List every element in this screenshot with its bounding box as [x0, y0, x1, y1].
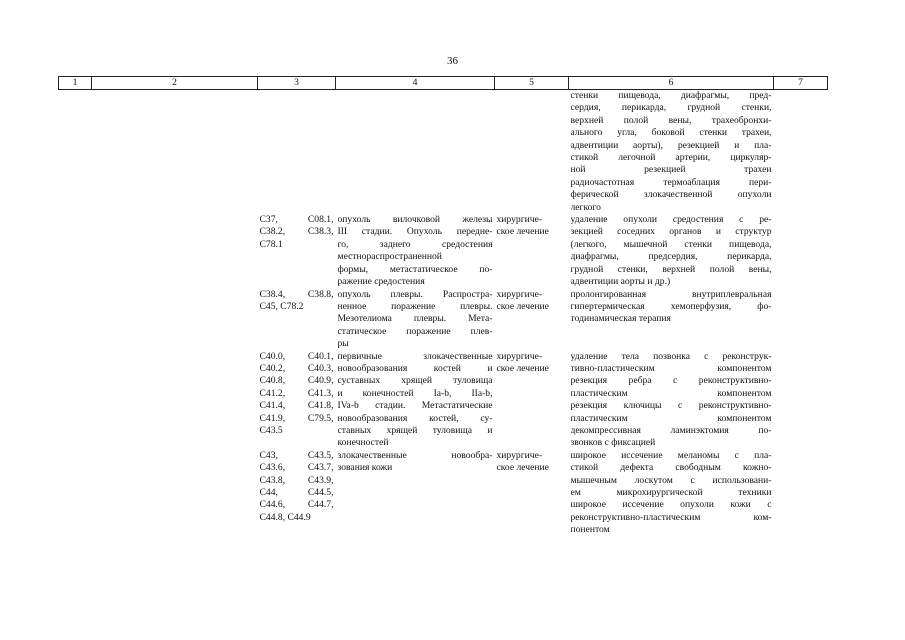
diagnosis-cell: [336, 351, 495, 450]
table-cell: [92, 351, 258, 450]
icd-code: C38.4,: [259, 288, 286, 300]
icd-code: C43.5: [259, 424, 283, 436]
treatment-line: ское лечение: [496, 362, 549, 374]
icd-code: C38.3,: [307, 226, 334, 238]
icd-code-line: [260, 214, 334, 226]
icd-code-line: [260, 450, 334, 462]
method-line: стикой дефекта свободным кожно-: [570, 462, 772, 474]
method-line: легкого: [570, 201, 601, 213]
diagnosis-line: ненное поражение плевры.: [337, 300, 493, 312]
diagnosis-line: и конечностей Ia-b, IIa-b,: [337, 387, 493, 399]
method-line: тодинамическая терапия: [570, 313, 671, 325]
method-line: звонков с фиксацией: [570, 437, 656, 449]
treatment-line: хирургиче-: [496, 350, 543, 362]
method-line: адвентиции аорты), резекцией и пла-: [570, 139, 772, 151]
column-header: 7: [774, 77, 828, 90]
treatment-line: хирургиче-: [496, 449, 543, 461]
method-line: тивно-пластическим компонентом: [570, 362, 772, 374]
table-cell: [774, 289, 828, 351]
diagnosis-cell: [336, 214, 495, 288]
icd-code: C45, C78.2: [259, 300, 304, 312]
icd-code: C08.1,: [307, 214, 334, 226]
table-row: [59, 450, 828, 537]
treatment-line: ское лечение: [496, 462, 549, 474]
icd-codes-cell: [258, 289, 336, 351]
treatment-cell: [495, 450, 569, 537]
method-line: ального угла, боковой стенки трахеи,: [570, 127, 772, 139]
treatment-cell: [495, 351, 569, 450]
icd-code: C40.9,: [307, 375, 334, 387]
icd-code: C38.8,: [307, 288, 334, 300]
icd-code-line: [260, 400, 334, 412]
table-row: [59, 351, 828, 450]
method-line: стикой легочной артерии, циркуляр-: [570, 152, 772, 164]
method-cell: [569, 450, 774, 537]
icd-codes-cell: [258, 214, 336, 288]
column-header: 3: [258, 77, 336, 90]
table-cell: [774, 450, 828, 537]
table-cell: [92, 90, 258, 215]
icd-code: C37,: [259, 214, 278, 226]
diagnosis-line: первичные злокачественные: [337, 350, 493, 362]
diagnosis-line: III стадии. Опухоль передне-: [337, 226, 493, 238]
method-line: удаление опухоли средостения с ре-: [570, 214, 772, 226]
table-cell: [92, 214, 258, 288]
icd-codes-cell: [258, 450, 336, 537]
table-cell: [258, 90, 336, 215]
diagnosis-line: суставных хрящей туловища: [337, 375, 493, 387]
method-line: ем микрохирургической техники: [570, 487, 772, 498]
table-cell: [59, 351, 92, 450]
icd-code: C44.6,: [259, 499, 286, 511]
icd-code: C43.7,: [307, 462, 334, 474]
icd-code: C78.1: [259, 238, 283, 250]
treatment-line: ское лечение: [496, 226, 549, 238]
method-line: (легкого, мышечной стенки пищевода,: [570, 238, 772, 250]
table-cell: [774, 214, 828, 288]
method-line: диафрагмы, предсердия, перикарда,: [570, 251, 772, 263]
treatment-cell: [495, 214, 569, 288]
table-cell: [59, 289, 92, 351]
icd-code-line: [260, 388, 334, 400]
column-header: 5: [495, 77, 569, 90]
treatment-line: хирургиче-: [496, 214, 543, 226]
page-number: 36: [447, 55, 458, 67]
icd-codes-cell: [258, 351, 336, 450]
method-line: пластическим компонентом: [570, 387, 772, 399]
icd-code: C40.2,: [259, 362, 286, 374]
icd-code-line: [260, 363, 334, 375]
method-line: верхней полой вены, трахеобронхи-: [570, 114, 772, 126]
icd-code-line: [260, 475, 334, 487]
icd-code: C43.5,: [307, 449, 334, 461]
icd-code: C40.0,: [259, 350, 286, 362]
icd-code: C44.7,: [307, 499, 334, 511]
icd-code-line: [260, 462, 334, 474]
table-row: [59, 289, 828, 351]
column-header: 1: [59, 77, 92, 90]
icd-code-line: [260, 375, 334, 387]
diagnosis-line: опухоль плевры. Распростра-: [337, 288, 493, 300]
table-cell: [336, 90, 495, 215]
table-cell: [59, 450, 92, 537]
table-cell: [59, 214, 92, 288]
table-cell: [92, 450, 258, 537]
column-header: 4: [336, 77, 495, 90]
method-line: мышечным лоскутом с использовани-: [570, 474, 772, 486]
method-line: широкое иссечение меланомы с пла-: [570, 449, 772, 461]
diagnosis-line: го, заднего средостения: [337, 238, 493, 250]
diagnosis-line: ры: [337, 338, 349, 350]
method-line: ферической злокачественной опухоли: [570, 189, 772, 201]
method-line: широкое иссечение опухоли кожи с: [570, 499, 772, 511]
diagnosis-line: формы, метастатическое по-: [337, 263, 493, 275]
icd-code: C41.3,: [307, 387, 334, 399]
diagnosis-line: Мезотелиома плевры. Мета-: [337, 313, 493, 325]
diagnosis-line: зования кожи: [337, 462, 393, 474]
method-line: реконструктивно-пластическим ком-: [570, 511, 772, 523]
column-header: 2: [92, 77, 258, 90]
icd-code: C43,: [259, 449, 278, 461]
icd-code-line: [260, 351, 334, 363]
method-line: грудной стенки, верхней полой вены,: [570, 263, 772, 275]
icd-code: C38.2,: [259, 226, 286, 238]
column-number-row: [59, 77, 828, 90]
icd-code-line: [260, 413, 334, 425]
diagnosis-line: опухоль вилочковой железы: [337, 214, 493, 226]
method-cell: [569, 289, 774, 351]
method-line: адвентиции аорты и др.): [570, 276, 671, 288]
icd-code: C40.3,: [307, 362, 334, 374]
diagnosis-line: местнораспространенной: [337, 251, 442, 263]
table-cell: [92, 289, 258, 351]
diagnosis-line: новообразования костей, су-: [337, 412, 493, 424]
method-line: резекция ребра с реконструктивно-: [570, 375, 772, 387]
treatment-cell: [495, 289, 569, 351]
icd-code-line: [260, 487, 334, 499]
icd-code: C44.8, C44.9: [259, 511, 311, 523]
method-line: ной резекцией трахеи: [570, 164, 772, 176]
treatment-line: хирургиче-: [496, 288, 543, 300]
column-header: 6: [569, 77, 774, 90]
method-line: зекцией соседних органов и структур: [570, 226, 772, 238]
diagnosis-line: новообразования костей и: [337, 362, 493, 374]
diagnosis-line: ставных хрящей туловища и: [337, 424, 493, 436]
method-line: пролонгированная внутриплевральная: [570, 288, 772, 300]
diagnosis-line: ражение средостения: [337, 276, 425, 288]
method-line: гипертермическая хемоперфузия, фо-: [570, 300, 772, 312]
diagnosis-line: конечностей: [337, 437, 389, 449]
table-cell: [569, 90, 774, 215]
icd-code-line: [260, 289, 334, 301]
icd-code: C41.9,: [259, 412, 286, 424]
diagnosis-cell: [336, 289, 495, 351]
icd-code-line: [260, 499, 334, 511]
diagnosis-cell: [336, 450, 495, 537]
method-line: сердия, перикарда, грудной стенки,: [570, 102, 772, 114]
icd-code: C43.6,: [259, 462, 286, 474]
table-row: [59, 214, 828, 288]
icd-code: C41.2,: [259, 387, 286, 399]
icd-code-line: [260, 239, 334, 251]
icd-code: C40.8,: [259, 375, 286, 387]
icd-code-line: [260, 512, 334, 524]
icd-code: C43.8,: [259, 474, 286, 486]
icd-code: C43.9,: [307, 474, 334, 486]
method-line: радиочастотная термоаблация пери-: [570, 176, 772, 188]
icd-code: C79.5,: [307, 412, 334, 424]
icd-code-line: [260, 226, 334, 238]
method-line: пластическим компонентом: [570, 412, 772, 424]
table-cell: [495, 90, 569, 215]
icd-code: C41.4,: [259, 400, 286, 412]
icd-code: C40.1,: [307, 350, 334, 362]
method-line: удаление тела позвонка с реконструк-: [570, 350, 772, 362]
treatment-line: ское лечение: [496, 300, 549, 312]
method-line: декомпрессивная ламинэктомия по-: [570, 424, 772, 436]
diagnosis-line: IVa-b стадии. Метастатические: [337, 400, 493, 412]
icd-code: C44.5,: [307, 487, 334, 498]
procedures-table: [58, 76, 828, 537]
method-cell: [569, 214, 774, 288]
method-cell: [569, 351, 774, 450]
continuation-row: [59, 90, 828, 215]
table-cell: [59, 90, 92, 215]
icd-code-line: [260, 425, 334, 437]
method-line: стенки пищевода, диафрагмы, пред-: [570, 90, 772, 101]
icd-code: C44,: [259, 487, 278, 498]
method-line: понентом: [570, 524, 610, 536]
table-cell: [774, 90, 828, 215]
diagnosis-line: злокачественные новообра-: [337, 449, 493, 461]
icd-code: C41.8,: [307, 400, 334, 412]
table-cell: [774, 351, 828, 450]
method-line: резекция ключицы с реконструктивно-: [570, 400, 772, 412]
icd-code-line: [260, 301, 334, 313]
diagnosis-line: статическое поражение плев-: [337, 325, 493, 337]
